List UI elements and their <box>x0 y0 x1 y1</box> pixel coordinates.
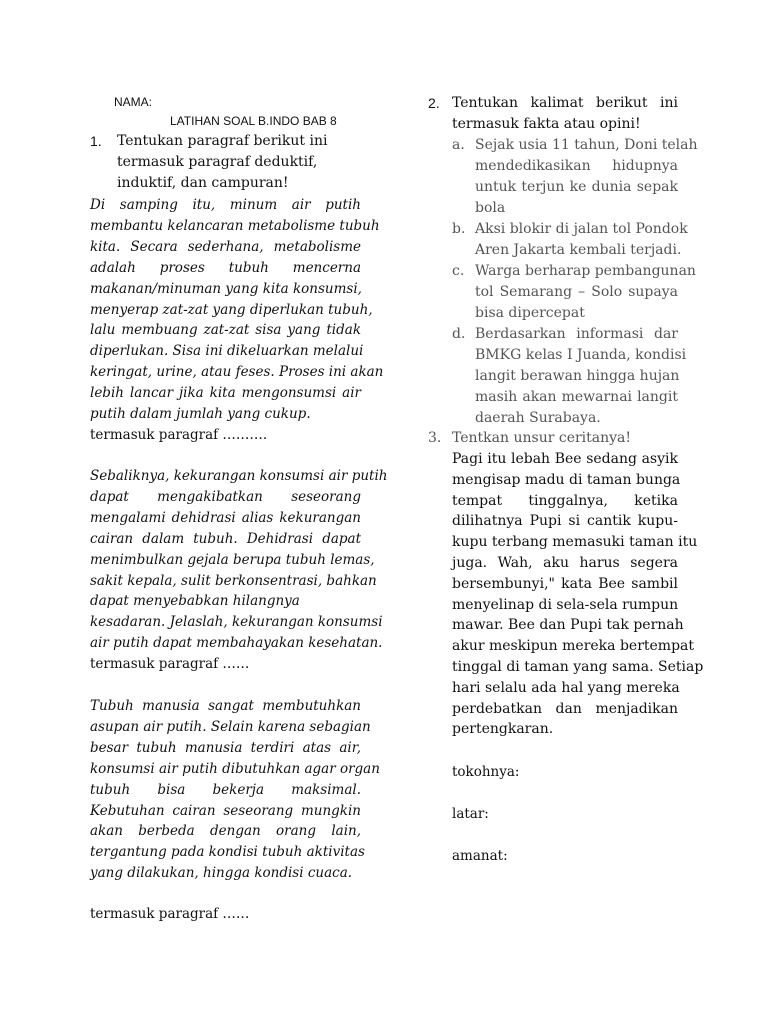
paragraph-3-line: asupan air putih. Selain karena sebagian <box>90 718 371 735</box>
option-line: BMKG kelas I Juanda, kondisi <box>475 347 687 363</box>
option-line: Berdasarkan informasi dar <box>475 326 678 342</box>
paragraph-3-line: Kebutuhan cairan seseorang mungkin <box>90 802 361 819</box>
question-3-number: 3. <box>428 430 442 446</box>
story-line: menyelinap di sela-sela rumpun <box>452 596 679 613</box>
paragraph-1-line: makanan/minuman yang kita konsumsi, <box>90 280 362 297</box>
field-tokoh: tokohnya: <box>452 764 520 780</box>
option-line: tol Semarang – Solo supaya <box>475 284 678 300</box>
option-line: Aksi blokir di jalan tol Pondok <box>475 221 688 237</box>
paragraph-1-line: kita. Secara sederhana, metabolisme <box>90 238 361 255</box>
option-line: mendedikasikan hidupnya <box>475 158 678 174</box>
paragraph-3-line: besar tubuh manusia terdiri atas air, <box>90 739 361 756</box>
option-line: Aren Jakarta kembali terjadi. <box>475 242 682 258</box>
paragraph-1-line: putih dalam jumlah yang cukup. <box>90 406 311 423</box>
option-line: langit berawan hingga hujan <box>475 368 680 384</box>
story-line: dilihatnya Pupi si cantik kupu- <box>452 513 678 530</box>
paragraph-2-line: air putih dapat membahayakan kesehatan. <box>90 635 383 652</box>
question-2-text-line: Tentukan kalimat berikut ini <box>452 95 678 111</box>
option-line: Sejak usia 11 tahun, Doni telah <box>475 137 698 153</box>
paragraph-1-line: membantu kelancaran metabolisme tubuh <box>90 217 380 234</box>
option-line: bola <box>475 200 506 216</box>
story-line: mawar. Bee dan Pupi tak pernah <box>452 617 684 634</box>
paragraph-2-line: dapat mengakibatkan seseorang <box>90 488 361 505</box>
paragraph-3-line: akan berbeda dengan orang lain, <box>90 823 361 840</box>
story-line: tinggal di taman yang sama. Setiap <box>452 658 704 675</box>
paragraph-3 <box>90 696 380 884</box>
option-line: Warga berharap pembangunan <box>475 263 696 279</box>
story-line: bersembunyi," kata Bee sambil <box>452 575 678 592</box>
option-label: d. <box>452 326 466 342</box>
story-line: pertengkaran. <box>452 721 554 738</box>
story-line: kupu terbang memasuki taman itu <box>452 534 698 551</box>
question-1-text: Tentukan paragraf berikut ini termasuk paragraf deduktif, induktif, dan campuran! <box>117 133 328 191</box>
question-2-options <box>452 135 698 429</box>
question-2-text-line: termasuk fakta atau opini! <box>452 116 641 132</box>
option-line: masih akan mewarnai langit <box>475 389 678 405</box>
option-d <box>452 324 687 429</box>
paragraph-1-answer: termasuk paragraf ………. <box>90 427 268 443</box>
paragraph-1 <box>90 195 384 425</box>
paragraph-2-line: menimbulkan gejala berupa tubuh lemas, <box>90 551 375 568</box>
paragraph-2-answer: termasuk paragraf …… <box>90 656 250 672</box>
story-line: perdebatkan dan menjadikan <box>452 700 678 717</box>
question-2-number: 2. <box>428 95 440 111</box>
option-label: c. <box>452 263 465 279</box>
story-line: akur meskipun mereka bertempat <box>452 638 695 655</box>
paragraph-1-line: lebih lancar jika kita mengonsumsi air <box>90 385 361 402</box>
paragraph-3-line: tubuh bisa bekerja maksimal. <box>90 781 361 798</box>
story-passage <box>452 449 704 740</box>
option-label: a. <box>452 137 465 153</box>
paragraph-3-line: yang dilakukan, hingga kondisi cuaca. <box>90 865 353 882</box>
paragraph-3-line: konsumsi air putih dibutuhkan agar organ <box>90 760 380 777</box>
option-line: daerah Surabaya. <box>475 410 601 426</box>
paragraph-3-line: Tubuh manusia sangat membutuhkan <box>90 698 361 714</box>
paragraph-1-line: Di samping itu, minum air putih <box>90 197 361 213</box>
story-line: hari selalu ada hal yang mereka <box>452 679 680 696</box>
paragraph-2-line: kesadaran. Jelaslah, kekurangan konsumsi <box>90 614 383 631</box>
option-c <box>452 261 696 324</box>
paragraph-3-line: tergantung pada kondisi tubuh aktivitas <box>90 844 365 861</box>
option-a <box>452 135 698 219</box>
option-line: untuk terjun ke dunia sepak <box>475 179 678 195</box>
story-line: Pagi itu lebah Bee sedang asyik <box>452 451 678 467</box>
question-1 <box>90 131 361 194</box>
question-1-number: 1. <box>90 133 102 149</box>
option-label: b. <box>452 221 466 237</box>
option-b <box>452 219 688 261</box>
paragraph-1-line: keringat, urine, atau feses. Proses ini akan <box>90 364 384 381</box>
paragraph-3-answer: termasuk paragraf …… <box>90 906 250 922</box>
story-line: tempat tinggalnya, ketika <box>452 492 678 509</box>
paragraph-2-line: dapat menyebabkan hilangnya <box>90 593 300 610</box>
story-line: juga. Wah, aku harus segera <box>452 554 678 571</box>
option-line: bisa dipercepat <box>475 305 585 321</box>
field-latar: latar: <box>452 806 489 822</box>
question-3 <box>428 428 631 449</box>
paragraph-2-line: Sebaliknya, kekurangan konsumsi air putih <box>90 468 388 484</box>
paragraph-1-line: diperlukan. Sisa ini dikeluarkan melalui <box>90 343 364 360</box>
paragraph-1-line: lalu membuang zat-zat sisa yang tidak <box>90 322 361 339</box>
field-amanat: amanat: <box>452 848 508 864</box>
question-2 <box>428 93 678 135</box>
story-line: mengisap madu di taman bunga <box>452 471 681 488</box>
paragraph-1-line: menyerap zat-zat yang diperlukan tubuh, <box>90 301 373 318</box>
paragraph-2-line: sakit kepala, sulit berkonsentrasi, bahkan <box>90 572 377 589</box>
paragraph-2-line: cairan dalam tubuh. Dehidrasi dapat <box>90 530 361 547</box>
question-3-text: Tentkan unsur ceritanya! <box>452 430 632 446</box>
worksheet-title: LATIHAN SOAL B.INDO BAB 8 <box>170 114 337 128</box>
paragraph-1-line: adalah proses tubuh mencerna <box>90 259 361 276</box>
paragraph-2 <box>90 466 388 654</box>
paragraph-2-line: mengalami dehidrasi alias kekurangan <box>90 509 361 526</box>
nama-label: NAMA: <box>114 95 153 109</box>
